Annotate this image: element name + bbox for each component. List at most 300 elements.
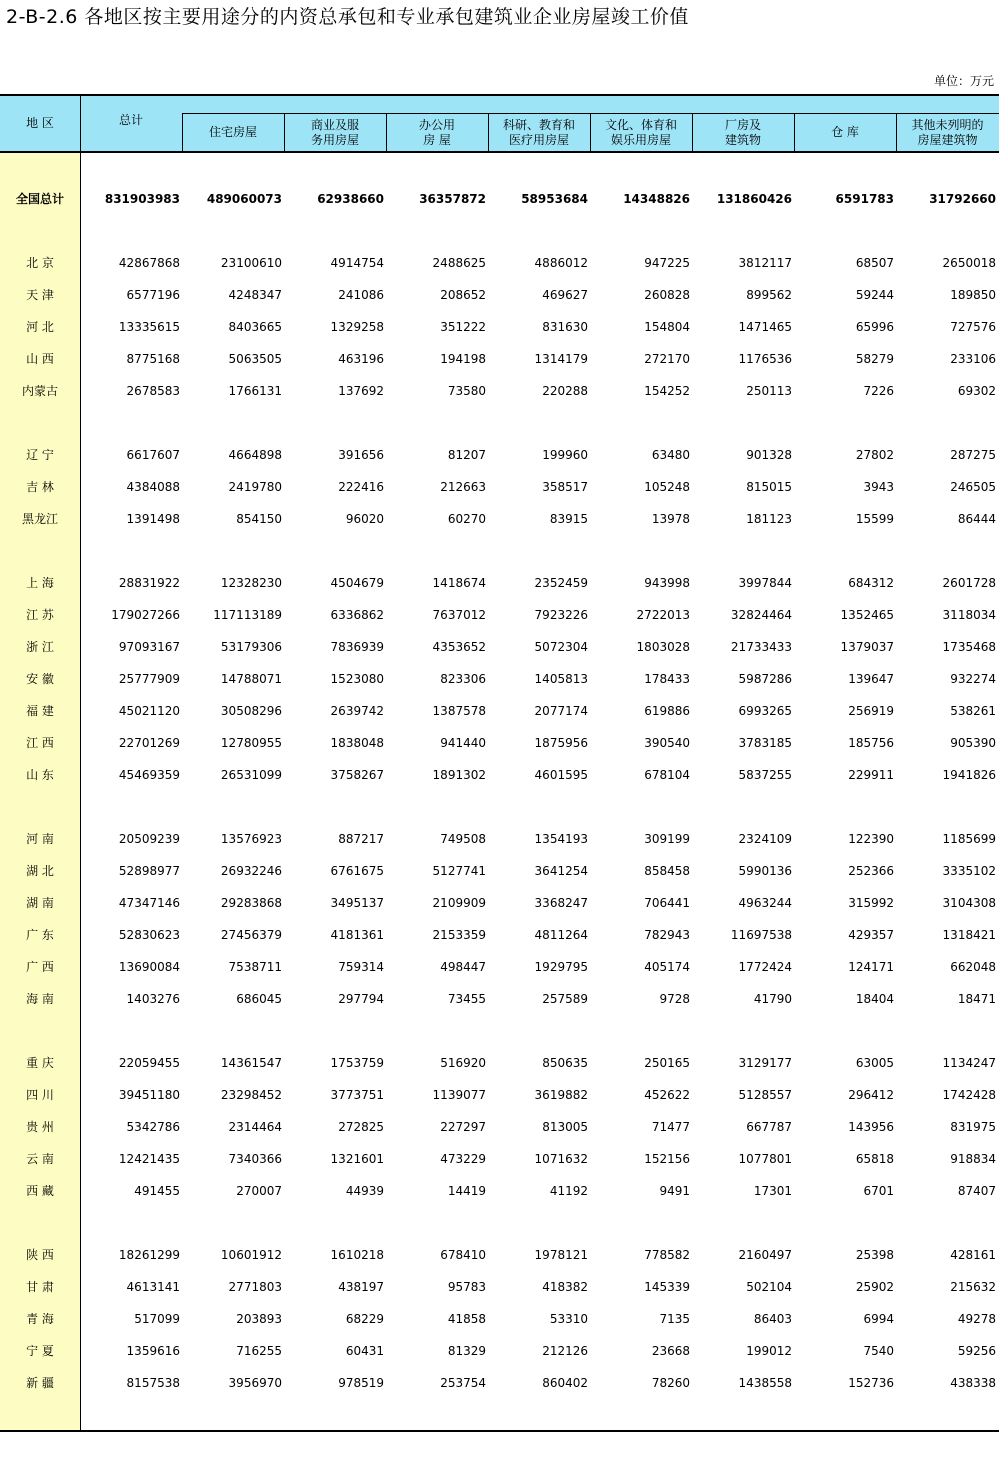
area-name: 湖 北	[26, 864, 54, 878]
value-cell: 220288	[542, 384, 588, 398]
value-cell: 1753759	[330, 1056, 384, 1070]
value-cell: 2324109	[738, 832, 792, 846]
value-cell: 6591783	[835, 192, 894, 206]
value-cell: 667787	[746, 1120, 792, 1134]
value-cell: 1391498	[126, 512, 180, 526]
value-cell: 241086	[338, 288, 384, 302]
table-row	[0, 988, 999, 1010]
header-col: 厂房及 建筑物	[724, 117, 761, 147]
table-row	[0, 604, 999, 626]
area-name: 山 东	[26, 768, 54, 782]
value-cell: 10601912	[220, 1248, 282, 1262]
value-cell: 96020	[345, 512, 384, 526]
value-cell: 813005	[542, 1120, 588, 1134]
value-cell: 538261	[950, 704, 996, 718]
value-cell: 7637012	[432, 608, 486, 622]
value-cell: 5127741	[432, 864, 486, 878]
value-cell: 86403	[753, 1312, 792, 1326]
value-cell: 41858	[447, 1312, 486, 1326]
value-cell: 181123	[746, 512, 792, 526]
area-name: 宁 夏	[26, 1344, 54, 1358]
value-cell: 296412	[848, 1088, 894, 1102]
header-col: 其他未列明的 房屋建筑物	[911, 117, 984, 147]
value-cell: 5837255	[738, 768, 792, 782]
value-cell: 59256	[957, 1344, 996, 1358]
header-col-divider	[794, 113, 795, 151]
area-name: 福 建	[26, 704, 54, 718]
area-name: 西 藏	[26, 1184, 54, 1198]
table-row	[0, 892, 999, 914]
value-cell: 53310	[549, 1312, 588, 1326]
value-cell: 83915	[549, 512, 588, 526]
value-cell: 7836939	[330, 640, 384, 654]
value-cell: 12780955	[220, 736, 282, 750]
value-cell: 227297	[440, 1120, 486, 1134]
value-cell: 71477	[651, 1120, 690, 1134]
value-cell: 53179306	[220, 640, 282, 654]
table-row	[0, 1052, 999, 1074]
table-bottom-line	[0, 1430, 999, 1432]
area-name: 江 西	[26, 736, 54, 750]
table-row	[0, 316, 999, 338]
value-cell: 502104	[746, 1280, 792, 1294]
value-cell: 854150	[236, 512, 282, 526]
area-name: 新 疆	[26, 1376, 54, 1390]
value-cell: 87407	[957, 1184, 996, 1198]
value-cell: 516920	[440, 1056, 486, 1070]
value-cell: 152156	[644, 1152, 690, 1166]
value-cell: 1471465	[738, 320, 792, 334]
value-cell: 13576923	[220, 832, 282, 846]
value-cell: 831903983	[104, 192, 180, 206]
value-cell: 18404	[855, 992, 894, 1006]
value-cell: 246505	[950, 480, 996, 494]
value-cell: 297794	[338, 992, 384, 1006]
value-cell: 199960	[542, 448, 588, 462]
value-cell: 73580	[447, 384, 486, 398]
table-row	[0, 284, 999, 306]
value-cell: 390540	[644, 736, 690, 750]
value-cell: 887217	[338, 832, 384, 846]
value-cell: 358517	[542, 480, 588, 494]
table-row	[0, 348, 999, 370]
value-cell: 727576	[950, 320, 996, 334]
table-row	[0, 732, 999, 754]
area-name: 上 海	[26, 576, 54, 590]
table-row	[0, 1340, 999, 1362]
area-name: 陕 西	[26, 1248, 54, 1262]
value-cell: 14348826	[623, 192, 690, 206]
table-row	[0, 956, 999, 978]
value-cell: 6994	[863, 1312, 894, 1326]
value-cell: 759314	[338, 960, 384, 974]
value-cell: 2488625	[432, 256, 486, 270]
value-cell: 662048	[950, 960, 996, 974]
area-name: 四 川	[26, 1088, 54, 1102]
value-cell: 215632	[950, 1280, 996, 1294]
table-row	[0, 764, 999, 786]
value-cell: 905390	[950, 736, 996, 750]
value-cell: 178433	[644, 672, 690, 686]
value-cell: 26531099	[220, 768, 282, 782]
value-cell: 823306	[440, 672, 486, 686]
value-cell: 3812117	[738, 256, 792, 270]
area-name: 甘 肃	[26, 1280, 54, 1294]
value-cell: 152736	[848, 1376, 894, 1390]
value-cell: 97093167	[118, 640, 180, 654]
value-cell: 428161	[950, 1248, 996, 1262]
value-cell: 9491	[659, 1184, 690, 1198]
area-name: 北 京	[26, 256, 54, 270]
header-top-line	[0, 94, 999, 96]
value-cell: 3118034	[942, 608, 996, 622]
value-cell: 81207	[447, 448, 486, 462]
value-cell: 1321601	[330, 1152, 384, 1166]
table-row	[0, 476, 999, 498]
value-cell: 60431	[345, 1344, 384, 1358]
header-col-divider	[182, 113, 183, 151]
value-cell: 5987286	[738, 672, 792, 686]
value-cell: 229911	[848, 768, 894, 782]
value-cell: 14419	[447, 1184, 486, 1198]
value-cell: 23298452	[220, 1088, 282, 1102]
value-cell: 1352465	[840, 608, 894, 622]
value-cell: 901328	[746, 448, 792, 462]
value-cell: 1176536	[738, 352, 792, 366]
header-col-divider	[284, 113, 285, 151]
value-cell: 68507	[855, 256, 894, 270]
value-cell: 143956	[848, 1120, 894, 1134]
value-cell: 59244	[855, 288, 894, 302]
value-cell: 41790	[753, 992, 792, 1006]
area-name: 河 南	[26, 832, 54, 846]
value-cell: 78260	[651, 1376, 690, 1390]
value-cell: 309199	[644, 832, 690, 846]
header-col-divider	[692, 113, 693, 151]
value-cell: 44939	[345, 1184, 384, 1198]
value-cell: 4914754	[330, 256, 384, 270]
table-row	[0, 1180, 999, 1202]
value-cell: 222416	[338, 480, 384, 494]
value-cell: 4248347	[228, 288, 282, 302]
value-cell: 20509239	[118, 832, 180, 846]
value-cell: 13978	[651, 512, 690, 526]
area-name: 安 徽	[26, 672, 54, 686]
value-cell: 678410	[440, 1248, 486, 1262]
value-cell: 14788071	[220, 672, 282, 686]
value-cell: 117113189	[213, 608, 282, 622]
value-cell: 463196	[338, 352, 384, 366]
value-cell: 749508	[440, 832, 486, 846]
value-cell: 3335102	[942, 864, 996, 878]
value-cell: 14361547	[220, 1056, 282, 1070]
value-cell: 2722013	[636, 608, 690, 622]
value-cell: 250165	[644, 1056, 690, 1070]
table-row	[0, 1372, 999, 1394]
table-row	[0, 1244, 999, 1266]
value-cell: 1418674	[432, 576, 486, 590]
value-cell: 233106	[950, 352, 996, 366]
value-cell: 17301	[753, 1184, 792, 1198]
table-row	[0, 572, 999, 594]
value-cell: 716255	[236, 1344, 282, 1358]
value-cell: 287275	[950, 448, 996, 462]
value-cell: 31792660	[929, 192, 996, 206]
value-cell: 1735468	[942, 640, 996, 654]
value-cell: 1329258	[330, 320, 384, 334]
header-col-divider	[896, 113, 897, 151]
table-row	[0, 1116, 999, 1138]
value-cell: 189850	[950, 288, 996, 302]
value-cell: 831630	[542, 320, 588, 334]
value-cell: 2352459	[534, 576, 588, 590]
value-cell: 6761675	[330, 864, 384, 878]
value-cell: 6336862	[330, 608, 384, 622]
value-cell: 932274	[950, 672, 996, 686]
value-cell: 8775168	[126, 352, 180, 366]
header-col: 文化、体育和 娱乐用房屋	[604, 117, 677, 147]
value-cell: 1523080	[330, 672, 384, 686]
value-cell: 256919	[848, 704, 894, 718]
value-cell: 7538711	[228, 960, 282, 974]
value-cell: 678104	[644, 768, 690, 782]
value-cell: 95783	[447, 1280, 486, 1294]
value-cell: 7340366	[228, 1152, 282, 1166]
value-cell: 947225	[644, 256, 690, 270]
value-cell: 1071632	[534, 1152, 588, 1166]
area-name: 黑龙江	[21, 512, 58, 526]
value-cell: 26932246	[220, 864, 282, 878]
value-cell: 154252	[644, 384, 690, 398]
value-cell: 212663	[440, 480, 486, 494]
table-row	[0, 380, 999, 402]
value-cell: 47347146	[118, 896, 180, 910]
value-cell: 250113	[746, 384, 792, 398]
value-cell: 1405813	[534, 672, 588, 686]
value-cell: 1403276	[126, 992, 180, 1006]
value-cell: 4181361	[330, 928, 384, 942]
header-col-divider	[386, 113, 387, 151]
value-cell: 3368247	[534, 896, 588, 910]
value-cell: 63480	[651, 448, 690, 462]
value-cell: 405174	[644, 960, 690, 974]
area-name: 河 北	[26, 320, 54, 334]
value-cell: 4963244	[738, 896, 792, 910]
table-row	[0, 828, 999, 850]
value-cell: 489060073	[206, 192, 282, 206]
value-cell: 194198	[440, 352, 486, 366]
area-name: 吉 林	[26, 480, 54, 494]
value-cell: 137692	[338, 384, 384, 398]
value-cell: 12328230	[220, 576, 282, 590]
value-cell: 3943	[863, 480, 894, 494]
value-cell: 65996	[855, 320, 894, 334]
value-cell: 25777909	[118, 672, 180, 686]
value-cell: 179027266	[111, 608, 180, 622]
value-cell: 3773751	[330, 1088, 384, 1102]
value-cell: 272825	[338, 1120, 384, 1134]
table-row	[0, 252, 999, 274]
area-name: 青 海	[26, 1312, 54, 1326]
value-cell: 124171	[848, 960, 894, 974]
value-cell: 272170	[644, 352, 690, 366]
area-name: 海 南	[26, 992, 54, 1006]
value-cell: 22701269	[118, 736, 180, 750]
value-cell: 1359616	[126, 1344, 180, 1358]
value-cell: 5990136	[738, 864, 792, 878]
value-cell: 429357	[848, 928, 894, 942]
table-row	[0, 508, 999, 530]
value-cell: 18471	[957, 992, 996, 1006]
value-cell: 2109909	[432, 896, 486, 910]
value-cell: 899562	[746, 288, 792, 302]
value-cell: 2314464	[228, 1120, 282, 1134]
value-cell: 2601728	[942, 576, 996, 590]
value-cell: 1077801	[738, 1152, 792, 1166]
value-cell: 7226	[863, 384, 894, 398]
value-cell: 831975	[950, 1120, 996, 1134]
value-cell: 4613141	[126, 1280, 180, 1294]
value-cell: 1803028	[636, 640, 690, 654]
value-cell: 36357872	[419, 192, 486, 206]
value-cell: 25398	[855, 1248, 894, 1262]
value-cell: 941440	[440, 736, 486, 750]
value-cell: 8403665	[228, 320, 282, 334]
value-cell: 978519	[338, 1376, 384, 1390]
value-cell: 2160497	[738, 1248, 792, 1262]
value-cell: 351222	[440, 320, 486, 334]
header-col-divider	[488, 113, 489, 151]
value-cell: 39451180	[118, 1088, 180, 1102]
value-cell: 32824464	[730, 608, 792, 622]
value-cell: 706441	[644, 896, 690, 910]
value-cell: 418382	[542, 1280, 588, 1294]
header-col: 商业及服 务用房屋	[310, 117, 359, 147]
area-name: 重 庆	[26, 1056, 54, 1070]
value-cell: 62938660	[317, 192, 384, 206]
value-cell: 469627	[542, 288, 588, 302]
value-cell: 86444	[957, 512, 996, 526]
value-cell: 2419780	[228, 480, 282, 494]
value-cell: 25902	[855, 1280, 894, 1294]
value-cell: 943998	[644, 576, 690, 590]
value-cell: 21733433	[730, 640, 792, 654]
value-cell: 3641254	[534, 864, 588, 878]
value-cell: 1134247	[942, 1056, 996, 1070]
area-name: 湖 南	[26, 896, 54, 910]
value-cell: 686045	[236, 992, 282, 1006]
value-cell: 9728	[659, 992, 690, 1006]
value-cell: 4601595	[534, 768, 588, 782]
value-cell: 15599	[855, 512, 894, 526]
value-cell: 58953684	[521, 192, 588, 206]
value-cell: 1772424	[738, 960, 792, 974]
table-row	[0, 1308, 999, 1330]
page-title: 2-B-2.6 各地区按主要用途分的内资总承包和专业承包建筑业企业房屋竣工价值	[6, 6, 689, 28]
value-cell: 105248	[644, 480, 690, 494]
area-name: 辽 宁	[26, 448, 54, 462]
value-cell: 6617607	[126, 448, 180, 462]
value-cell: 1941826	[942, 768, 996, 782]
value-cell: 315992	[848, 896, 894, 910]
value-cell: 782943	[644, 928, 690, 942]
value-cell: 3104308	[942, 896, 996, 910]
value-cell: 2771803	[228, 1280, 282, 1294]
value-cell: 18261299	[118, 1248, 180, 1262]
value-cell: 253754	[440, 1376, 486, 1390]
value-cell: 2153359	[432, 928, 486, 942]
value-cell: 203893	[236, 1312, 282, 1326]
value-cell: 1929795	[534, 960, 588, 974]
area-column-bg	[0, 152, 80, 1430]
value-cell: 122390	[848, 832, 894, 846]
value-cell: 41192	[549, 1184, 588, 1198]
value-cell: 7923226	[534, 608, 588, 622]
value-cell: 68229	[345, 1312, 384, 1326]
value-cell: 2077174	[534, 704, 588, 718]
value-cell: 1354193	[534, 832, 588, 846]
value-cell: 860402	[542, 1376, 588, 1390]
value-cell: 199012	[746, 1344, 792, 1358]
table-row	[0, 860, 999, 882]
value-cell: 52898977	[118, 864, 180, 878]
table-row	[0, 1148, 999, 1170]
value-cell: 491455	[134, 1184, 180, 1198]
value-cell: 4664898	[228, 448, 282, 462]
value-cell: 1185699	[942, 832, 996, 846]
value-cell: 212126	[542, 1344, 588, 1358]
value-cell: 29283868	[220, 896, 282, 910]
value-cell: 8157538	[126, 1376, 180, 1390]
header-col: 办公用 房 屋	[418, 117, 455, 147]
value-cell: 1387578	[432, 704, 486, 718]
value-cell: 260828	[644, 288, 690, 302]
value-cell: 6993265	[738, 704, 792, 718]
value-cell: 4811264	[534, 928, 588, 942]
value-cell: 684312	[848, 576, 894, 590]
value-cell: 81329	[447, 1344, 486, 1358]
value-cell: 58279	[855, 352, 894, 366]
value-cell: 918834	[950, 1152, 996, 1166]
value-cell: 27802	[855, 448, 894, 462]
value-cell: 5072304	[534, 640, 588, 654]
value-cell: 208652	[440, 288, 486, 302]
value-cell: 145339	[644, 1280, 690, 1294]
value-cell: 5128557	[738, 1088, 792, 1102]
value-cell: 1838048	[330, 736, 384, 750]
header-total: 总计	[118, 113, 143, 127]
value-cell: 52830623	[118, 928, 180, 942]
value-cell: 1875956	[534, 736, 588, 750]
value-cell: 4504679	[330, 576, 384, 590]
value-cell: 73455	[447, 992, 486, 1006]
value-cell: 27456379	[220, 928, 282, 942]
value-cell: 1314179	[534, 352, 588, 366]
value-cell: 1742428	[942, 1088, 996, 1102]
value-cell: 6701	[863, 1184, 894, 1198]
area-name: 全国总计	[15, 192, 64, 206]
table-row	[0, 700, 999, 722]
value-cell: 5342786	[126, 1120, 180, 1134]
value-cell: 12421435	[118, 1152, 180, 1166]
value-cell: 1610218	[330, 1248, 384, 1262]
value-cell: 7135	[659, 1312, 690, 1326]
value-cell: 154804	[644, 320, 690, 334]
value-cell: 1978121	[534, 1248, 588, 1262]
value-cell: 473229	[440, 1152, 486, 1166]
value-cell: 452622	[644, 1088, 690, 1102]
value-cell: 185756	[848, 736, 894, 750]
